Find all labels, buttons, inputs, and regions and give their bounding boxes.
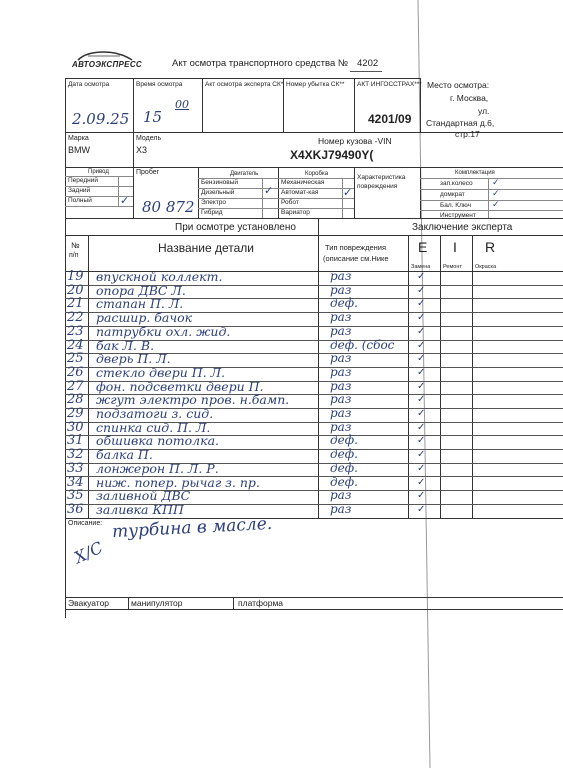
expert-conclusion: Заключение эксперта [412, 222, 513, 233]
part-name: жгут электро пров. н.бамп. [96, 392, 290, 407]
damage-type: раз [330, 269, 352, 283]
row-number: 26 [67, 365, 84, 380]
col-r: R [485, 239, 496, 255]
damage-type: деф. [330, 475, 358, 489]
check-icon: ✓ [492, 178, 500, 188]
vin-label: Номер кузова -VIN [318, 136, 392, 146]
row-number: 25 [67, 351, 84, 366]
col-i: I [453, 239, 457, 255]
col-r-sub: Окраска [475, 264, 497, 270]
place-line-4: стр.17 [455, 129, 480, 139]
manip-label: манипулятор [131, 598, 183, 608]
row-number: 20 [67, 283, 84, 298]
check-icon: ✓ [417, 298, 426, 309]
engine-electro: Электро [201, 199, 226, 206]
engine-hybrid: Гибрид [201, 209, 223, 216]
part-name: лонжерон П. Л. Р. [96, 461, 219, 476]
damage-type: раз [330, 351, 352, 365]
part-name: обшивка потолка. [96, 433, 220, 448]
drive-item-full: Полный [68, 197, 92, 204]
damage-type: деф. [330, 461, 358, 475]
check-icon: ✓ [417, 271, 426, 282]
expert-act-label: Акт осмотра эксперта СК* [205, 81, 284, 88]
date-label: Дата осмотра [68, 81, 110, 88]
damage-type: раз [330, 488, 352, 502]
check-icon: ✓ [417, 381, 426, 392]
description-text: турбина в масле. [111, 513, 273, 543]
check-icon: ✓ [417, 326, 426, 337]
row-number: 33 [67, 461, 84, 476]
check-icon: ✓ [417, 490, 426, 501]
check-icon: ✓ [417, 312, 426, 323]
complect-jack: домкрат [440, 191, 465, 198]
damage-type: раз [330, 324, 352, 338]
place-line-1: г. Москва, [450, 93, 489, 103]
row-number: 31 [67, 433, 84, 448]
part-name: стекло двери П. Л. [96, 365, 226, 380]
complect-key: Бал. Ключ [440, 202, 471, 209]
engine-diesel: Дизельный [201, 189, 235, 196]
engine-label: Двигатель [230, 171, 259, 177]
col-name: Название детали [158, 241, 254, 255]
place-label: Место осмотра: [427, 80, 490, 90]
time-label: Время осмотра [136, 81, 183, 88]
row-number: 28 [67, 392, 84, 407]
check-icon: ✓ [264, 184, 274, 197]
col-type-1: Тип повреждения [325, 243, 387, 252]
logo-text: АВТОЭКСПРЕСС [72, 60, 142, 69]
logo [72, 50, 142, 72]
gearbox-robot: Робот [281, 199, 299, 206]
damage-type: раз [330, 406, 352, 420]
part-name: патрубки охл. жид. [96, 324, 231, 339]
section-title: При осмотре установлено [175, 222, 296, 233]
check-icon: ✓ [492, 200, 500, 210]
make-value: BMW [68, 145, 90, 155]
gearbox-manual: Механическая [281, 179, 325, 186]
drive-item-rear: Задний [68, 187, 91, 194]
damage-type: раз [330, 502, 352, 516]
vin-value: X4XKJ79490Y( [290, 148, 374, 162]
date-value: 2.09.25 [72, 110, 130, 128]
check-icon: ✓ [417, 340, 426, 351]
row-number: 35 [67, 488, 84, 503]
row-number: 29 [67, 406, 84, 421]
damage-type: раз [330, 392, 352, 406]
part-name: ниж. попер. рычаг з. пр. [96, 475, 260, 490]
complect-spare: зап.колесо [440, 180, 473, 187]
part-name: впускной коллект. [96, 269, 223, 284]
part-name: фон. подсветки двери П. [96, 379, 264, 394]
part-name: опора ДВС Л. [96, 283, 186, 298]
part-name: заливка КПП [96, 502, 184, 517]
check-icon: ✓ [417, 394, 426, 405]
part-name: подзатоги з. сид. [96, 406, 214, 421]
description-label: Описание: [68, 520, 103, 527]
damage-type: деф. (сбос [330, 338, 395, 352]
complect-tools: Инструмент [440, 212, 476, 219]
time-hours: 15 [143, 108, 163, 126]
row-number: 27 [67, 379, 84, 394]
loss-number-label: Номер убытка СК** [286, 81, 345, 88]
mileage-label: Пробег [136, 169, 160, 176]
damage-char-label-1: Характеристика [357, 174, 406, 181]
damage-char-label-2: повреждения [357, 183, 398, 190]
check-icon: ✓ [492, 189, 500, 199]
ingos-value: 4201/09 [368, 112, 412, 126]
check-icon: ✓ [343, 186, 353, 199]
check-icon: ✓ [417, 422, 426, 433]
act-number: 4202 [357, 58, 379, 69]
damage-type: раз [330, 420, 352, 434]
row-number: 19 [67, 269, 84, 284]
evac-label: Эвакуатор [68, 598, 110, 608]
place-line-3: Стандартная д.6, [426, 118, 495, 128]
col-e-sub: Замена [411, 264, 431, 270]
ingos-label: АКТ ИНГОССТРАХ*** [357, 81, 422, 88]
damage-type: деф. [330, 447, 358, 461]
part-name: балка П. [96, 447, 153, 462]
row-number: 22 [67, 310, 84, 325]
check-icon: ✓ [417, 353, 426, 364]
complect-label: Комплектация [455, 170, 495, 176]
platform-label: платформа [238, 598, 284, 608]
damage-type: раз [330, 379, 352, 393]
part-name: спинка сид. П. Л. [96, 420, 211, 435]
place-line-2: ул. [478, 106, 490, 116]
description-mark: X/C [71, 537, 106, 568]
check-icon: ✓ [417, 449, 426, 460]
check-icon: ✓ [417, 408, 426, 419]
row-number: 34 [67, 475, 84, 490]
damage-type: деф. [330, 296, 358, 310]
part-name: дверь П. Л. [96, 351, 171, 366]
row-number: 36 [67, 502, 84, 517]
part-name: бак Л. В. [96, 338, 155, 353]
row-number: 30 [67, 420, 84, 435]
damage-type: раз [330, 365, 352, 379]
mileage-value: 80 872 [142, 198, 195, 216]
gearbox-label: Коробка [305, 171, 329, 177]
act-title: Акт осмотра транспортного средства № [172, 58, 349, 69]
col-i-sub: Ремонт [443, 264, 462, 270]
check-icon: ✓ [417, 285, 426, 296]
part-name: заливной ДВС [96, 488, 191, 503]
check-icon: ✓ [417, 477, 426, 488]
model-label: Модель [136, 135, 162, 142]
time-minutes: 00 [175, 98, 189, 111]
check-icon: ✓ [417, 463, 426, 474]
make-label: Марка [68, 135, 89, 142]
row-number: 32 [67, 447, 84, 462]
damage-type: деф. [330, 433, 358, 447]
gearbox-auto: Автомат-кая [281, 189, 319, 196]
row-number: 24 [67, 338, 84, 353]
gearbox-cvt: Вариатор [281, 209, 310, 216]
engine-petrol: Бензиновый [201, 179, 239, 186]
check-icon: ✓ [120, 194, 130, 207]
row-number: 21 [67, 296, 84, 311]
col-num-1: № [71, 241, 80, 250]
check-icon: ✓ [417, 367, 426, 378]
row-number: 23 [67, 324, 84, 339]
part-name: расшир. бачок [96, 310, 193, 325]
check-icon: ✓ [417, 504, 426, 515]
col-num-2: п/п [69, 252, 79, 259]
col-type-2: (описание см.Нике [323, 254, 389, 263]
model-value: X3 [136, 145, 148, 155]
drive-item-front: Передний [68, 177, 99, 184]
drive-label: Привод [88, 169, 109, 175]
check-icon: ✓ [417, 435, 426, 446]
part-name: стапан П. Л. [96, 296, 184, 311]
damage-type: раз [330, 283, 352, 297]
col-e: E [418, 239, 428, 255]
damage-type: раз [330, 310, 352, 324]
